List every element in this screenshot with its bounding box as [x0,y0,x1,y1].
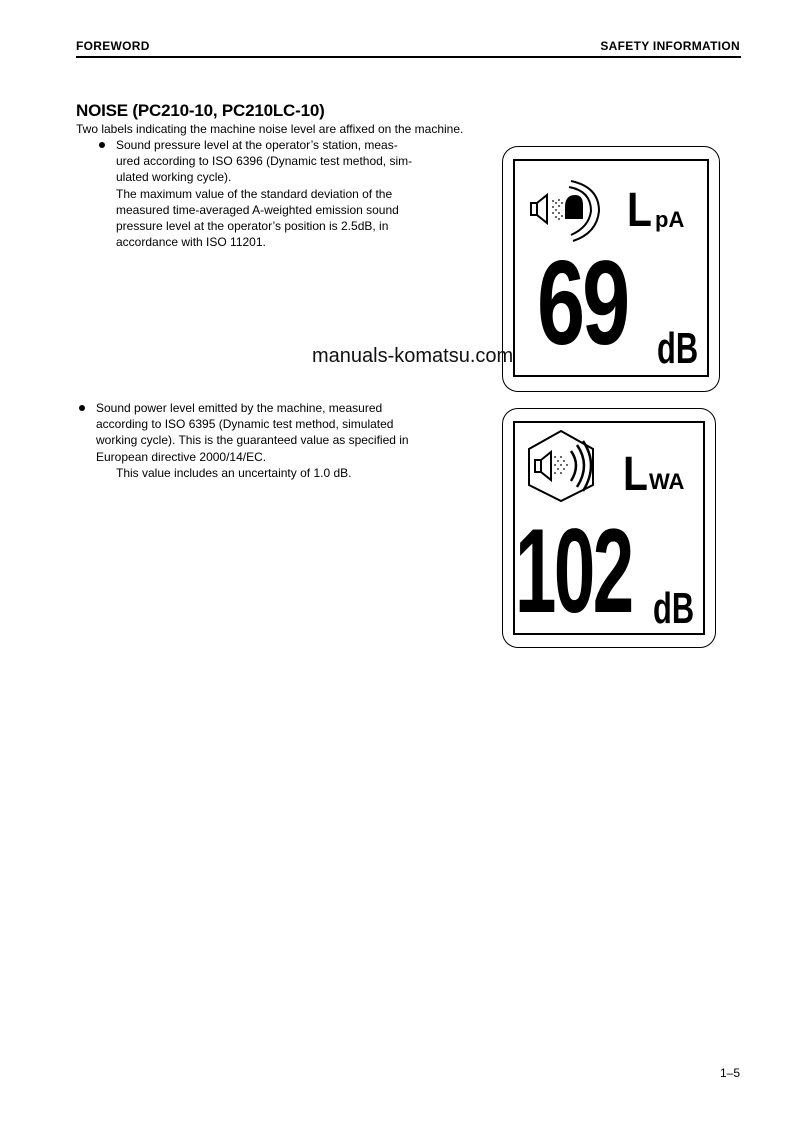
text-line: European directive 2000/14/EC. [96,449,267,464]
text-line: This value includes an uncertainty of 1.0 dB. [116,465,352,480]
sound-power-icon [521,427,601,503]
label-symbol-l: L [627,184,652,237]
label-decibel-value: 69 [537,236,628,370]
label-symbol-subscript: pA [655,207,685,232]
noise-label-inner-frame [513,159,709,377]
bullet-dot [79,405,85,411]
label-unit: dB [653,584,695,633]
noise-label-sound-power [502,408,716,648]
text-line: ured according to ISO 6396 (Dynamic test method, sim- [116,154,413,169]
text-line: accordance with ISO 11201. [116,235,266,250]
bullet-sound-power [96,400,445,481]
bullet-dot [99,142,105,148]
text-line: Sound pressure level at the operator’s station, meas- [116,138,398,152]
label-symbol-subscript: WA [649,469,685,494]
watermark: manuals-komatsu.com [312,345,514,367]
text-line: Sound power level emitted by the machine, measured [96,401,383,415]
label-decibel-value: 102 [515,504,632,638]
label-symbol-l: L [623,448,648,501]
text-line: working cycle). This is the guaranteed value as specified in [96,433,409,448]
text-line: pressure level at the operator’s position is 2.5dB, in [116,219,389,234]
section-intro: Two labels indicating the machine noise level are affixed on the machine. [76,122,464,136]
section-title: NOISE (PC210-10, PC210LC-10) [76,101,325,120]
text-line: ulated working cycle). [116,170,232,185]
header-rule [76,56,741,58]
label-unit: dB [657,324,699,373]
header-chapter-name: SAFETY INFORMATION [600,39,740,53]
page-number: 1–5 [719,1066,740,1080]
bullet-sound-pressure [116,137,445,250]
text-line: measured time-averaged A-weighted emission sound [116,202,399,217]
text-line: according to ISO 6395 (Dynamic test method, simulated [96,417,394,432]
noise-label-sound-pressure [502,146,720,392]
text-line: The maximum value of the standard deviation of the [116,186,393,201]
sound-pressure-icon [525,175,605,245]
noise-label-inner-frame [513,421,705,638]
header-section-name: FOREWORD [76,39,150,53]
